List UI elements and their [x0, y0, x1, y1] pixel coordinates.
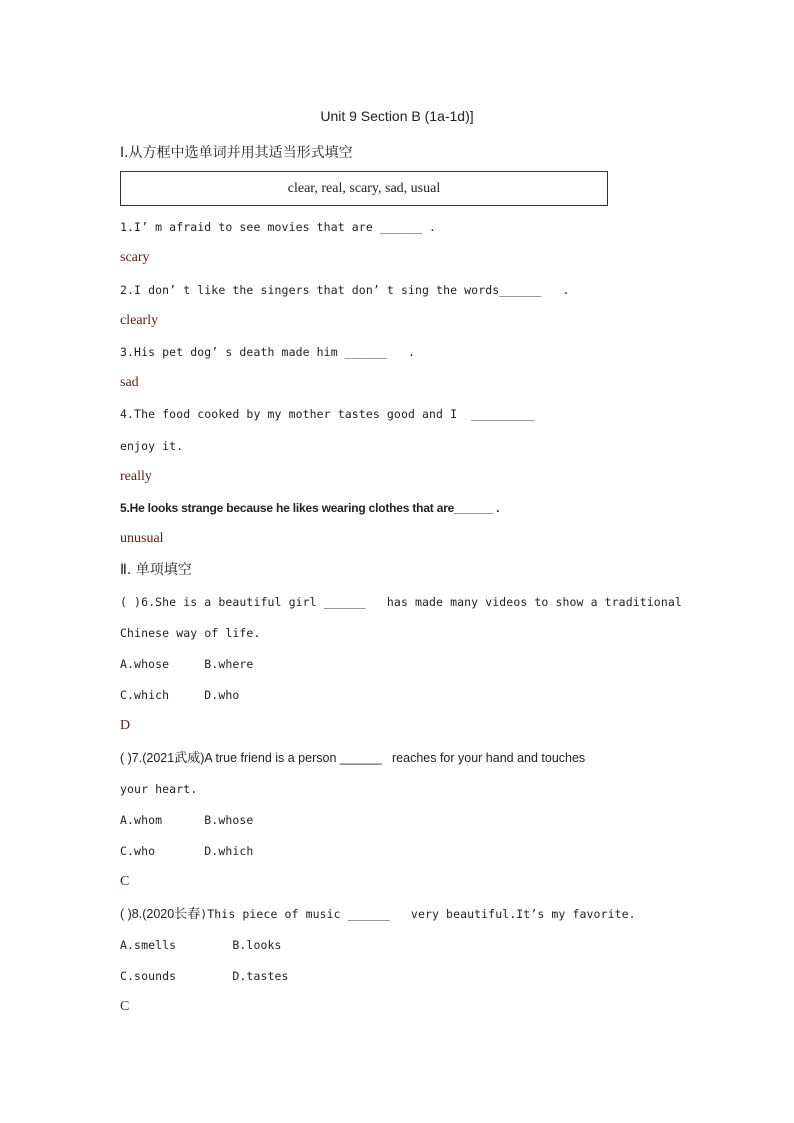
question-8-options-cd: C.sounds D.tastes [120, 969, 289, 983]
question-7-text: )A true friend is a person ______ reaches for your hand and touches [200, 751, 586, 765]
question-7-line-1 [120, 749, 585, 768]
question-6-line-1: ( )6.She is a beautiful girl ______ has made many videos to show a traditional [120, 595, 682, 609]
question-7-source: 武威 [174, 751, 201, 766]
question-6-options-cd: C.which D.who [120, 688, 240, 702]
question-8-text: )This piece of music ______ very beautiful.It’s my favorite. [200, 907, 636, 921]
question-7-options-ab: A.whom B.whose [120, 813, 254, 827]
question-5: 5.He looks strange because he likes wearing clothes that are______ . [120, 501, 500, 515]
question-2: 2.I don’ t like the singers that don’ t sing the words______ . [120, 283, 570, 297]
answer-8: C [120, 999, 130, 1014]
answer-7: C [120, 874, 130, 889]
question-6-options-ab: A.whose B.where [120, 657, 254, 671]
section-1-heading: Ⅰ.从方框中选单词并用其适当形式填空 [120, 145, 353, 161]
answer-6: D [120, 718, 131, 733]
answer-5: unusual [120, 531, 164, 546]
section-2-heading: Ⅱ. 单项填空 [120, 562, 192, 578]
answer-1: scary [120, 250, 150, 265]
question-7-prefix: ( )7.(2021 [120, 751, 175, 765]
question-4-line-1: 4.The food cooked by my mother tastes good and I _________ [120, 407, 535, 421]
word-box: clear, real, scary, sad, usual [120, 171, 608, 206]
question-8-prefix: ( )8.(2020 [120, 907, 175, 921]
question-7-options-cd: C.who D.which [120, 844, 254, 858]
question-7-line-2: your heart. [120, 782, 198, 796]
answer-4: really [120, 469, 152, 484]
question-3: 3.His pet dog’ s death made him ______ . [120, 345, 415, 359]
question-1: 1.I’ m afraid to see movies that are ______ . [120, 220, 437, 234]
question-8-options-ab: A.smells B.looks [120, 938, 282, 952]
question-4-line-2: enjoy it. [120, 439, 184, 453]
question-6-line-2: Chinese way of life. [120, 626, 261, 640]
question-8-line-1 [120, 905, 636, 924]
page-title: Unit 9 Section B (1a-1d)] [320, 108, 474, 124]
answer-2: clearly [120, 313, 159, 328]
answer-3: sad [120, 375, 139, 390]
question-8-source: 长春 [174, 907, 201, 922]
